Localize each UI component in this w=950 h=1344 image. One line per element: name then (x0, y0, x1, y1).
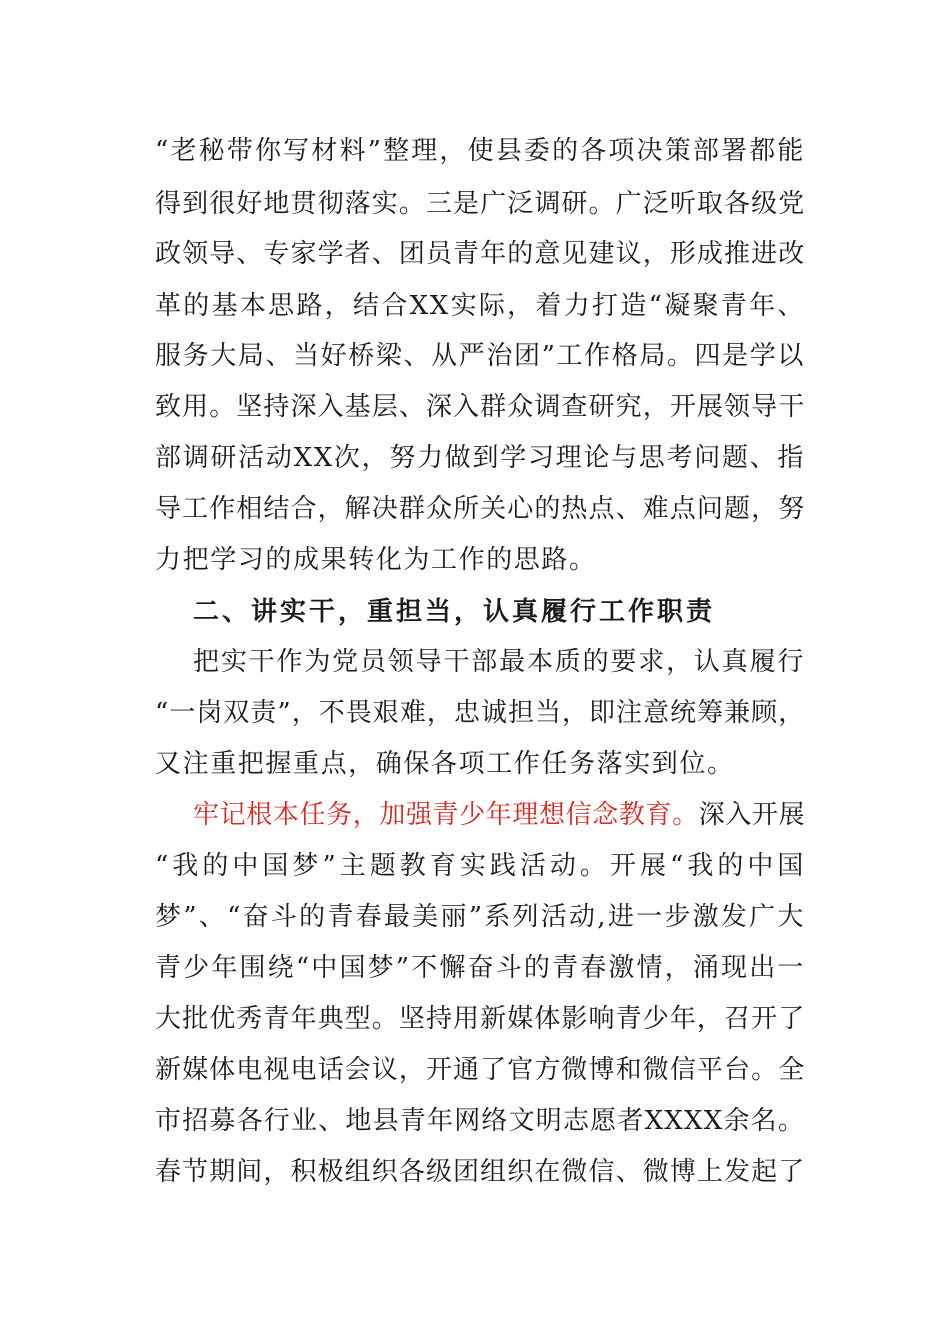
paragraph-line: 大批优秀青年典型。坚持用新媒体影响青少年，召开了 (155, 1004, 805, 1034)
paragraph-line: 部调研活动XX次，努力做到学习理论与思考问题、指 (155, 443, 805, 473)
paragraph-line: 青少年围绕“中国梦”不懈奋斗的青春激情，涌现出一 (155, 953, 805, 983)
paragraph-line: 梦”、“奋斗的青春最美丽”系列活动,进一步激发广大 (155, 902, 805, 932)
highlighted-topic: 牢记根本任务，加强青少年理想信念教育。 (193, 800, 699, 830)
paragraph-line: 服务大局、当好桥梁、从严治团”工作格局。四是学以 (155, 341, 805, 371)
paragraph-line: 把实干作为党员领导干部最本质的要求，认真履行 (193, 647, 805, 677)
paragraph-line: “一岗双责”，不畏艰难，忠诚担当，即注意统筹兼顾， (155, 698, 805, 728)
paragraph-line: 力把学习的成果转化为工作的思路。 (155, 545, 597, 575)
paragraph-line: 导工作相结合，解决群众所关心的热点、难点问题，努 (155, 494, 805, 524)
paragraph-line: 春节期间，积极组织各级团组织在微信、微博上发起了 (155, 1157, 805, 1187)
paragraph-line: 致用。坚持深入基层、深入群众调查研究，开展领导干 (155, 392, 805, 422)
paragraph-line (193, 795, 805, 835)
paragraph-line: 得到很好地贯彻落实。三是广泛调研。广泛听取各级党 (155, 189, 805, 219)
paragraph-line: 革的基本思路，结合XX实际，着力打造“凝聚青年、 (155, 291, 805, 321)
paragraph-line: “老秘带你写材料”整理，使县委的各项决策部署都能 (155, 136, 805, 166)
paragraph-line: 又注重把握重点，确保各项工作任务落实到位。 (155, 749, 735, 779)
section-heading: 二、讲实干，重担当，认真履行工作职责 (193, 597, 716, 627)
paragraph-text: 深入开展 (698, 800, 805, 830)
paragraph-line: 新媒体电视电话会议，开通了官方微博和微信平台。全 (155, 1055, 805, 1085)
paragraph-line: 政领导、专家学者、团员青年的意见建议，形成推进改 (155, 239, 805, 269)
paragraph-line: “我的中国梦”主题教育实践活动。开展“我的中国 (155, 851, 805, 881)
paragraph-line: 市招募各行业、地县青年网络文明志愿者XXXX余名。 (155, 1106, 806, 1136)
